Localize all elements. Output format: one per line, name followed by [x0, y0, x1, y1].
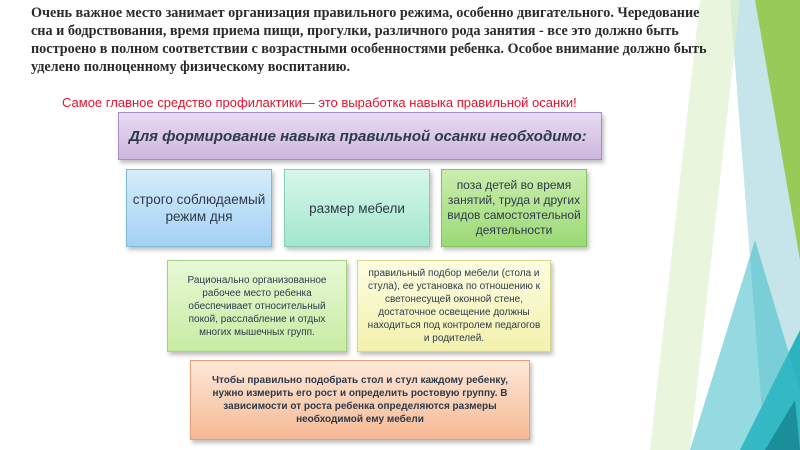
- diagram-header: Для формирование навыка правильной осанки необходимо:: [118, 112, 602, 160]
- box-furniture-size: размер мебели: [284, 169, 430, 247]
- highlight-statement: Самое главное средство профилактики— это выработка навыка правильной осанки!: [62, 95, 577, 110]
- box-furniture-selection: правильный подбор мебели (стола и стула), ее установка по отношению к светонесущей оконной стене, достаточное освещение должны находиться под контролем педагогов и родителей.: [357, 260, 551, 352]
- box-daily-regime: строго соблюдаемый режим дня: [126, 169, 272, 247]
- box-child-posture: поза детей во время занятий, труда и других видов самостоятельной деятельности: [441, 169, 587, 247]
- box-workplace: Рационально организованное рабочее место ребенка обеспечивает относительный покой, расслабление и отдых многих мышечных групп.: [167, 260, 347, 352]
- intro-paragraph: Очень важное место занимает организация правильного режима, особенно двигательного. Чередование сна и бодрствования, время приема пищи, прогулки, различного рода занятия - все это должно быть построено в полном соответствии с возрастными особенностями ребенка. Особое внимание должно быть уделено полноценному физическому воспитанию.: [31, 5, 707, 75]
- box-height-measurement: Чтобы правильно подобрать стол и стул каждому ребенку, нужно измерить его рост и определить ростовую группу. В зависимости от роста ребенка определяются размеры необходимой ему мебели: [190, 360, 530, 440]
